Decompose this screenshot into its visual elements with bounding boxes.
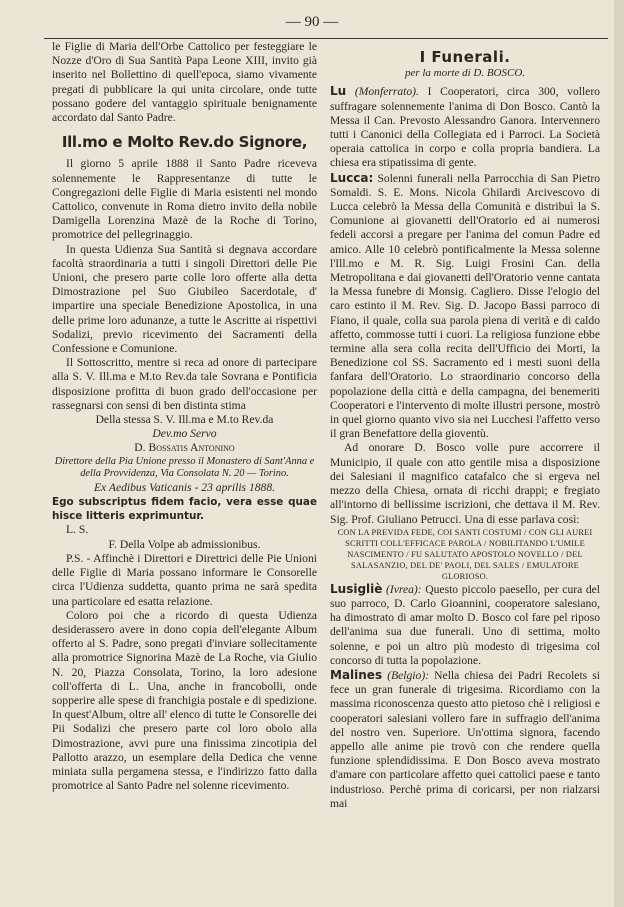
album-paragraph: Coloro poi che a ricordo di questa Udienza desiderassero avere in dono copia dell'elegante Album offerto al S. Padre, sono pregati d'inviare sollecitamente alla promotrice Signorina Mazè de La Roche, via Giulio N. 20, Piazza Consolata, Torino, la loro adesione coll'offerta di L. Una, anche in francobolli, onde sopperire alle spese di franchigia postale e di spedizione. In quest'Album, oltre all' elenco di tutte le Consorelle dei Pii Sodalizi che presero parte col loro obolo alla Dimostrazione, avvi pure una finissima zincotipia del Pallotto arazzo, un esemplare della Dedica che venne miniata sulla pergamena stessa, e l'indirizzo fatto dalla promotrice al Santo Padre nel solenne ricevimento. <box>52 608 317 793</box>
entry-lusiglie <box>330 582 600 668</box>
vatican-date: Ex Aedibus Vaticanis - 23 aprilis 1888. <box>93 480 276 494</box>
postscript: P.S. - Affinchè i Direttori e Direttrici delle Pie Unioni delle Figlie di Maria possano informare le Consorelle circa l'Udienza suddetta, quanto prima ne sarà spedita una particolare ed esatta relazione. <box>52 551 317 608</box>
volpe-signature: F. Della Volpe ab admissionibus. <box>108 537 261 551</box>
entry-lucca-place: Lucca: <box>330 170 374 185</box>
entry-lu-text: I Cooperatori, circa 300, vollero suffragare solennemente l'anima di Don Bosco. Cantò la Messa il Can. Prevosto Alessandro Ganora. Intervennero tutti i Canonici della Collegiata ed i Parroci. La Società operaia cattolica in corpo e colla propria bandiera. La chiesa era stipatissima di gente. <box>330 85 600 170</box>
entry-malines-location: (Belgio): <box>387 668 430 682</box>
section-title: I Funerali. <box>419 48 511 66</box>
letter-salutation: Ill.mo e Molto Rev.do Signore, <box>61 133 308 152</box>
entry-lusiglie-text: Questo piccolo paesello, per cura del suo parroco, D. Carlo Gioannini, cooperatore salesiano, ha dimostrato di amar molto D. Bosco col fare pel riposo dell'anima sua due funerali. Uno di settima, molto solenne, e poi un altro più modesto di trigesima col concorso di tutta la popolazione. <box>330 582 601 667</box>
right-column <box>330 40 600 811</box>
left-column <box>52 40 317 793</box>
section-subtitle: per la morte di D. BOSCO. <box>404 67 526 80</box>
signatory-title: Direttore della Pia Unione presso il Monastero di Sant'Anna e della Provvidenza, Via Consolata N. 20 — Torino. <box>54 455 315 480</box>
closing-line: Della stessa S. V. Ill.ma e M.to Rev.da <box>95 413 274 427</box>
entry-lu-location: (Monferrato). <box>354 85 419 99</box>
letter-paragraph-1: Il giorno 5 aprile 1888 il Santo Padre riceveva solennemente le Rappresentanze di tutte le Congregazioni delle Figlie di Maria esistenti nel mondo Cattolico, convenute in Roma dietro invito della nobile Damigella Lorenzina Mazè de la Roche di Torino, promotrice del pellegrinaggio. <box>52 157 317 242</box>
entry-lusiglie-place: Lusigliè <box>330 581 383 596</box>
entry-malines-place: Malines <box>330 667 383 682</box>
entry-malines <box>330 668 600 811</box>
letter-paragraph-2: In questa Udienza Sua Santità si degnava accordare facoltà straordinaria a tutti i singoli Direttori delle Pie Unioni, che presero parte colle loro offerte alla detta Dimostrazione pel Suo Giubileo Sacerdotale, d' impartire una speciale Benedizione Apostolica, in una delle prime loro adunanze, a tutte le Ascritte ai rispettivi Sodalizi, previo ricevimento dei Sacramenti della Confessione e Comunione. <box>52 242 317 356</box>
header-rule <box>44 38 608 39</box>
entry-lucca-text-2: Ad onorare D. Bosco volle pure accorrere il Municipio, il quale con atto gentile misa a disposizione dei Salesiani il magnifico catafalco che si ergeva nel mezzo della Chiesa, ornata di ricchi drappi; e fregiato all'intorno di bellissime iscrizioni, che dettava il M. Rev. Sig. Prof. Giuliano Petrucci. Una di esse parlava così: <box>330 441 600 526</box>
entry-lu <box>330 84 600 170</box>
entry-lusiglie-location: (Ivrea): <box>386 582 422 596</box>
signatory-name: D. Bossatis Antonino <box>134 441 235 455</box>
certification-note: Ego subscriptus fidem facio, vera esse quae hisce litteris exprimuntur. <box>52 496 317 523</box>
entry-malines-text: Nella chiesa dei Padri Recolets si fece un gran funerale di trigesima. Ricordiamo con la massima riconoscenza questo atto pietoso chè i religiosi e cooperatori salesiani vollero fare in suffragio dell'anima del nostro ven. Superiore. Un'ottima signora, facendo appello alle anime pie trovò con che rendere quella funzione splendidissima. E Don Bosco aveva mostrato d'amare con particolare affetto quei cattolici paese e tanto industrioso. Perchè prima di coricarsi, per non rialzarsi mai <box>330 668 601 810</box>
page-edge <box>614 0 624 907</box>
entry-lucca <box>330 171 600 442</box>
closing-servant: Dev.mo Servo <box>152 427 217 441</box>
page-number: — 90 — <box>285 14 339 30</box>
entry-lucca-text: Solenni funerali nella Parrocchia di San Pietro Somaldi. S. E. Mons. Nicola Ghilardi Arcivescovo di Lucca celebrò la Messa della Comunità e distribuì la S. Comunione ai giovanetti dell'Oratorio ed ai numerosi fedeli accorsi a pregare per l'anima del comun Padre ed amico. Alle 10 celebrò pontificalmente la Messa solenne l'Ill.mo e M. R. Sig. Luigi Frosini Can. della Metropolitana e dai giovanetti dell'Oratorio venne cantata la Messa funebre di Monsig. Cagliero. Disse l'elogio del caro estinto il M. Rev. Sig. D. Jacopo Bassi parroco di Fiano, il quale, colla sua parola piena di verità e di caldo affetto, commosse tutti i cuori. La religiosa funzione ebbe termine alla sera colla recita dell'Ufficio dei Morti, la Benedizione col SS. Sacramento ed i mesti suoni della fanfara dell'Oratorio. Lo straordinario concorso della popolazione della città e della campagna, dei benemeriti Cooperatori e l'intervento di molte illustri persone, mostrò in quel giorno quanto vivo sia nei Lucchesi l'affetto verso il gran Benefattore della gioventù. <box>330 171 600 441</box>
epigraph: CON LA PREVIDA FEDE, COI SANTI COSTUMI / CON GLI AUREI SCRITTI COLL'EFFICACE PAROLA / NOBILITANDO L'UMILE NASCIMENTO / FU SALUTATO APOSTOLO NOVELLO / DEL SALASANZIO, DEL DE' PAOLI, DEL SALES / EMULATORE GLORIOSO. <box>337 527 593 581</box>
letter-paragraph-3: Il Sottoscritto, mentre si reca ad onore di partecipare alla S. V. Ill.ma e M.to Rev.da tale Sovrana e Pontificia disposizione profitta di buon grado dell'occasione per rassegnarsi con sensi di ben distinta stima <box>52 356 317 412</box>
seal-mark: L. S. <box>66 523 89 537</box>
entry-lu-place: Lu <box>330 84 347 99</box>
intro-paragraph: le Figlie di Maria dell'Orbe Cattolico per festeggiare le Nozze d'Oro di Sua Santità Papa Leone XIII, invito già inserito nel Bollettino di quell'epoca, siamo vivamente pregati di pubblicare la qui unita circolare, onde tutte possano godere del vantaggio spirituale benignamente accordato dal Santo Padre. <box>52 40 317 125</box>
